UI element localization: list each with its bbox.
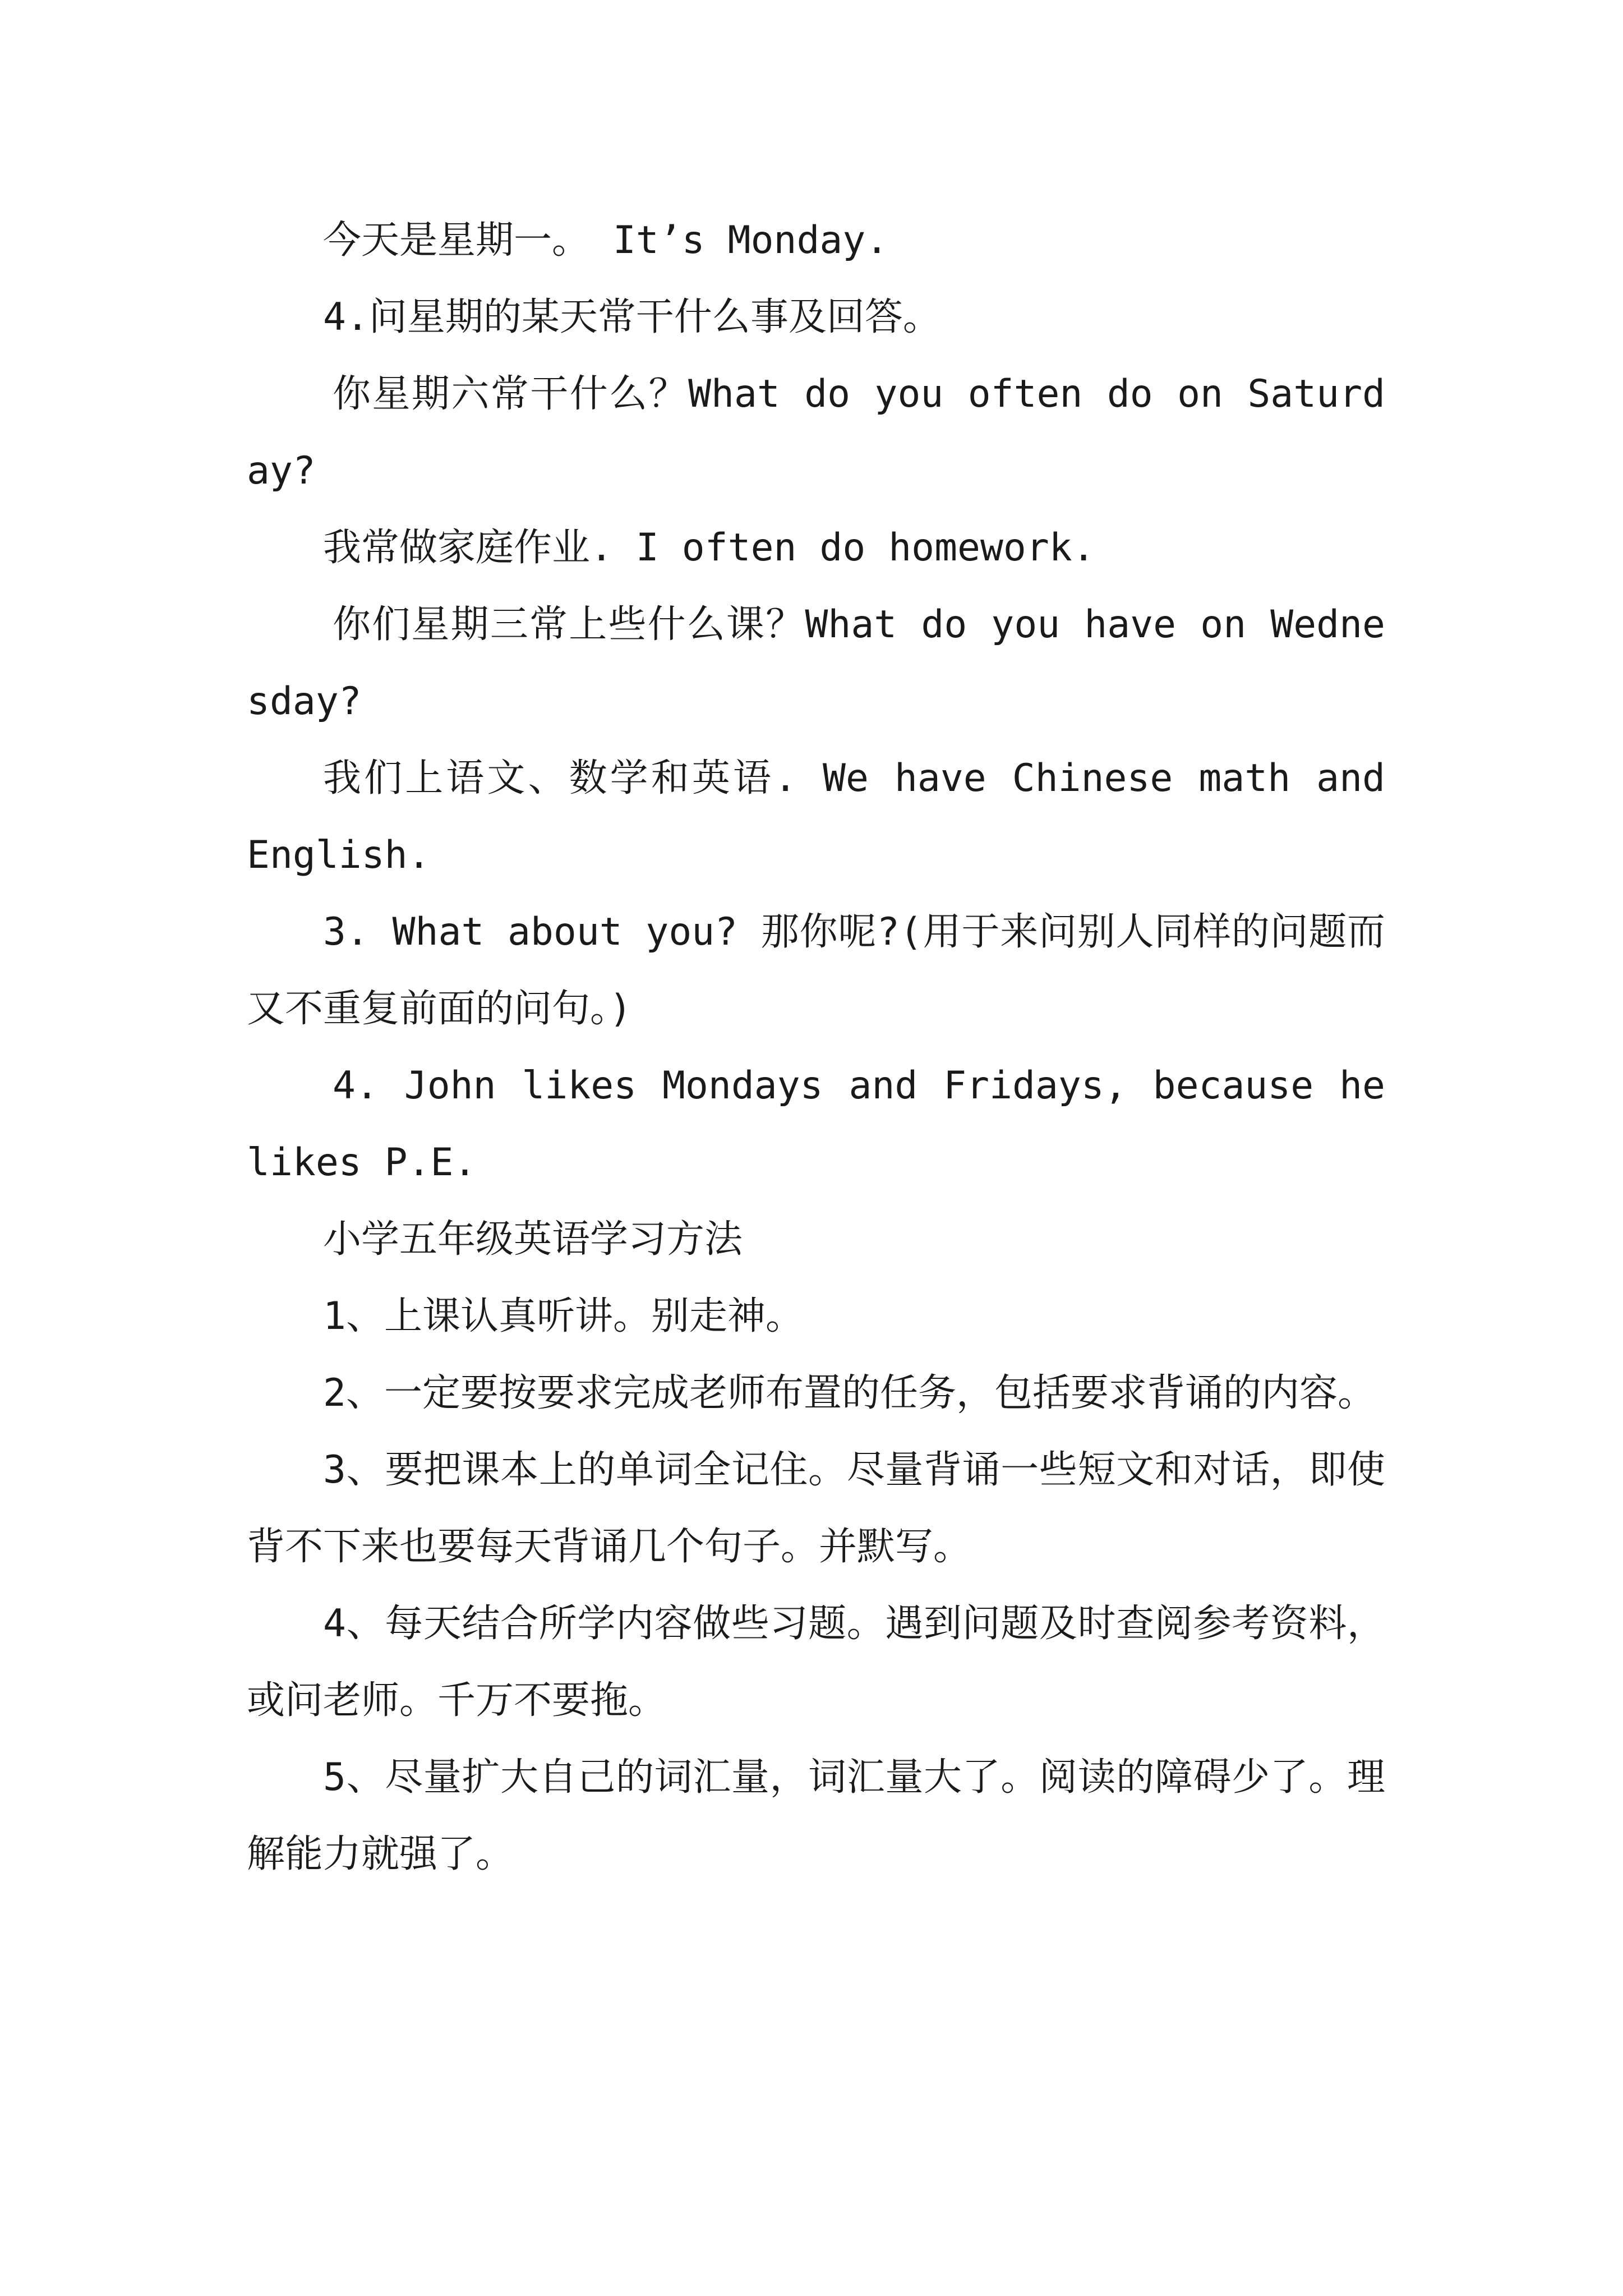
list-item: 2、一定要按要求完成老师布置的任务，包括要求背诵的内容。 xyxy=(323,1371,1376,1415)
paragraph: 3. What about you? 那你呢?(用于来问别人同样的问题而又不重复前面的问句。) xyxy=(247,910,1385,1031)
paragraph: 你们星期三常上些什么课？What do you have on Wednesday? xyxy=(247,602,1385,724)
paragraph: 4. John likes Mondays and Fridays, because he likes P.E. xyxy=(247,1064,1385,1185)
list-item: 3、要把课本上的单词全记住。尽量背诵一些短文和对话，即使背不下来也要每天背诵几个句子。并默写。 xyxy=(247,1448,1385,1569)
section-heading: 小学五年级英语学习方法 xyxy=(323,1217,743,1262)
paragraph: 我们上语文、数学和英语. We have Chinese math and English. xyxy=(247,756,1385,877)
paragraph: 我常做家庭作业. I often do homework. xyxy=(323,526,1095,570)
list-item: 1、上课认真听讲。别走神。 xyxy=(323,1294,804,1338)
paragraph: 今天是星期一。 It’s Monday. xyxy=(323,218,889,263)
paragraph: 你星期六常干什么？What do you often do on Saturday? xyxy=(247,372,1385,493)
paragraph: 4.问星期的某天常干什么事及回答。 xyxy=(323,295,941,339)
list-item: 5、尽量扩大自己的词汇量，词汇量大了。阅读的障碍少了。理解能力就强了。 xyxy=(247,1755,1385,1876)
document-body xyxy=(247,202,1385,1893)
list-item: 4、每天结合所学内容做些习题。遇到问题及时查阅参考资料，或问老师。千万不要拖。 xyxy=(247,1602,1385,1723)
